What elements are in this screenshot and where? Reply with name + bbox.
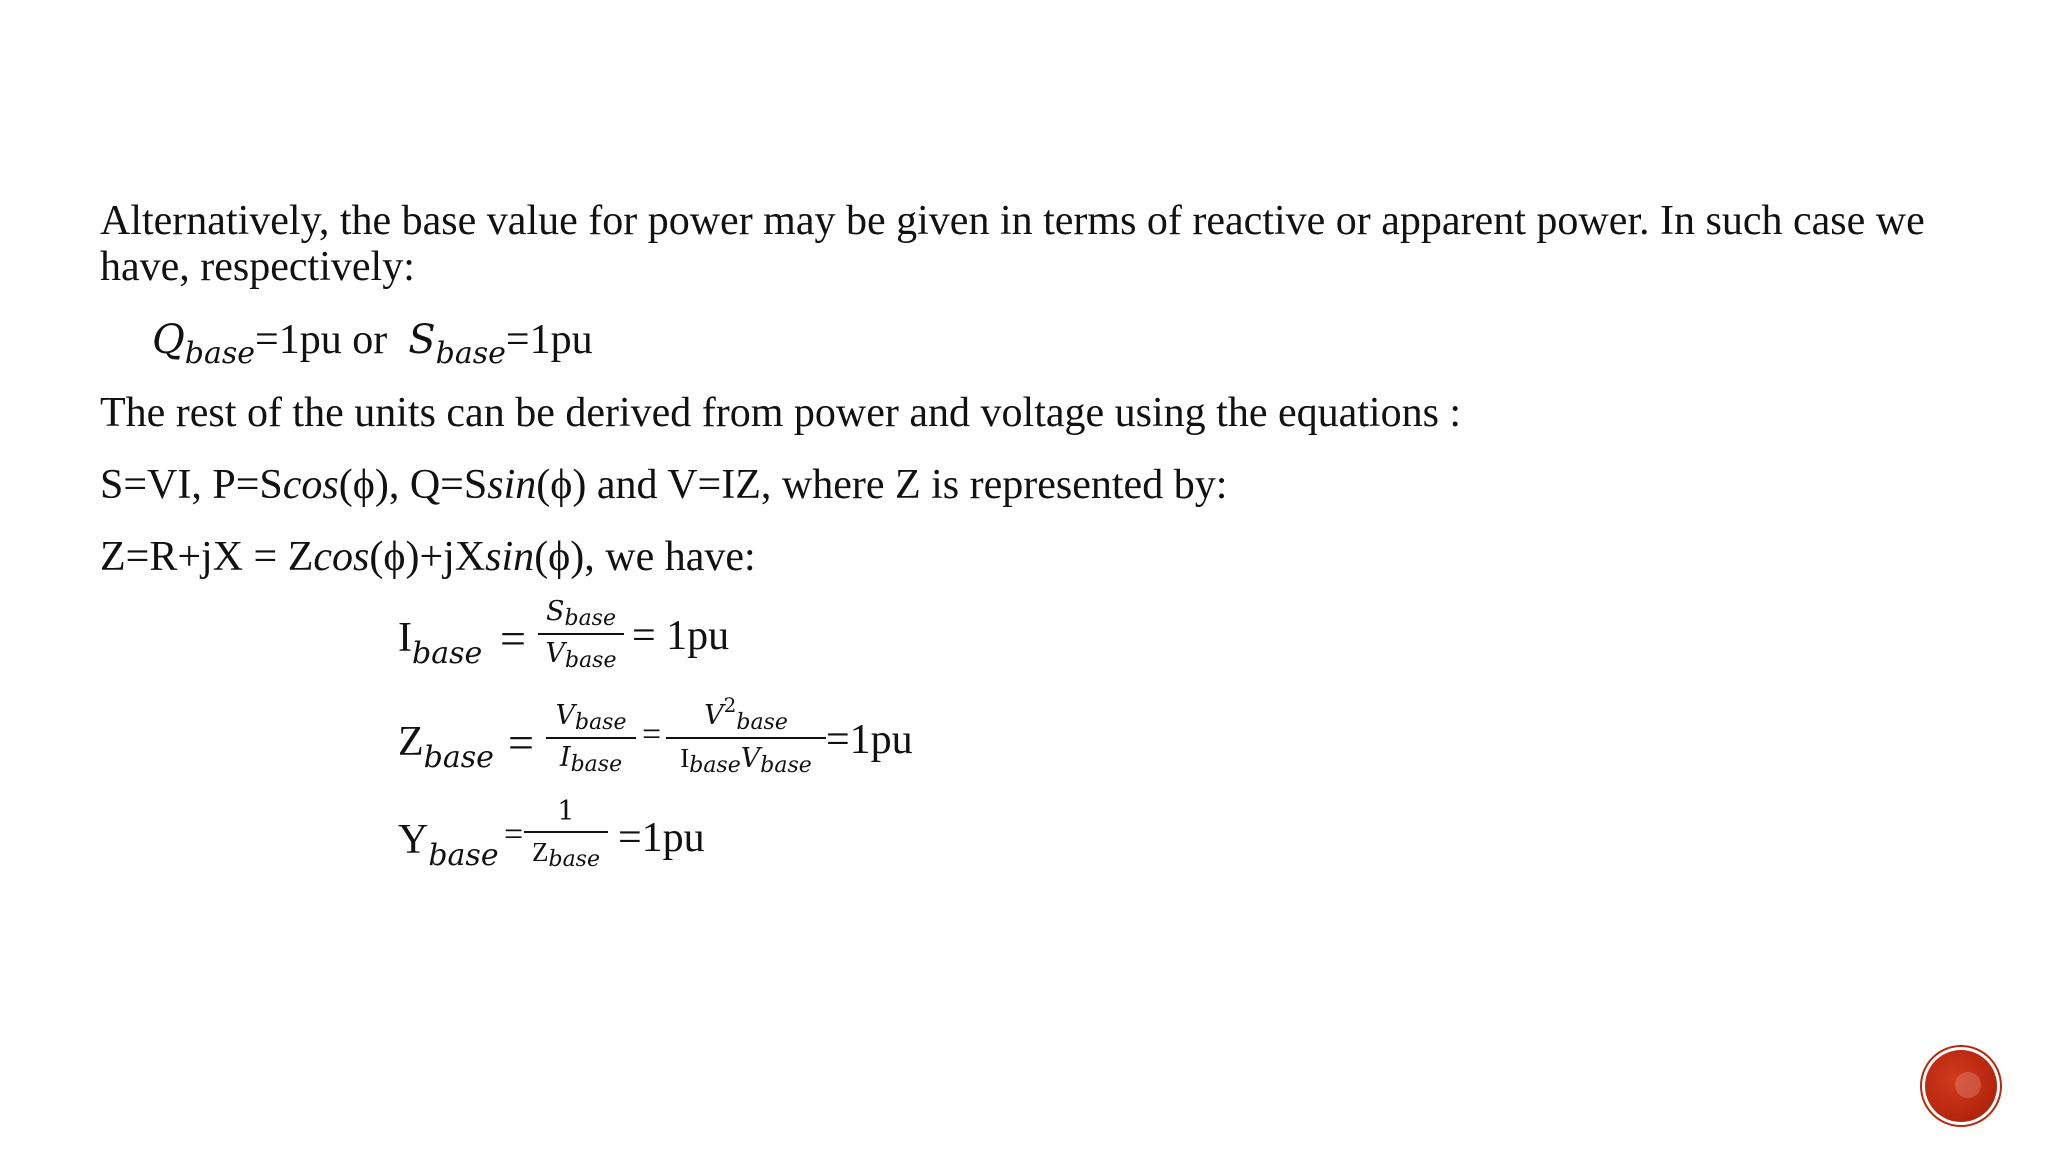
z-fraction-1 xyxy=(546,700,636,776)
svi-sin: sin xyxy=(487,462,537,508)
q-subscript: base xyxy=(184,336,256,371)
rest-paragraph: The rest of the units can be derived from power and voltage using the equations : xyxy=(100,390,1462,436)
i-numerator: Sbase xyxy=(545,596,616,631)
i-denominator: Vbase xyxy=(545,638,617,673)
z-numerator-1: Vbase xyxy=(555,700,627,735)
z-denominator-2: IbaseVbase xyxy=(680,743,812,778)
y-fraction xyxy=(524,796,608,871)
impedance-equation-line xyxy=(100,534,756,580)
z-equals-2: = xyxy=(642,716,662,753)
z-fraction-bar-2 xyxy=(666,737,826,739)
svi-part-b: (ϕ), Q=S xyxy=(338,462,488,508)
slide-logo-icon xyxy=(1925,1050,1997,1122)
i-fraction xyxy=(538,596,624,672)
svi-part-c: (ϕ) and V=IZ, where Z is represented by: xyxy=(536,462,1228,508)
y-fraction-bar xyxy=(524,831,608,833)
s-subscript: base xyxy=(435,336,506,371)
i-fraction-bar xyxy=(538,633,624,635)
z-numerator-2: $V^2base$ xyxy=(704,693,788,735)
i-equals: = xyxy=(500,613,526,664)
q-symbol: Q xyxy=(152,317,185,363)
z-equals: = xyxy=(508,717,534,768)
base-power-definition xyxy=(152,316,593,371)
y-rhs: =1pu xyxy=(618,815,705,861)
i-rhs: = 1pu xyxy=(632,613,730,659)
y-equals: = xyxy=(504,816,524,853)
svi-part-a: S=VI, P=S xyxy=(100,462,283,508)
i-lhs: $I_{base}$ xyxy=(398,615,483,671)
power-equations-line xyxy=(100,462,1227,508)
zeq-part-b: (ϕ)+jX xyxy=(369,534,486,580)
zeq-sin: sin xyxy=(485,534,535,580)
y-denominator: Zbase xyxy=(531,837,600,872)
z-fraction-2 xyxy=(666,693,826,778)
zeq-part-a: Z=R+jX = Z xyxy=(100,534,314,580)
z-denominator-1: Ibase xyxy=(559,742,623,777)
intro-paragraph: Alternatively, the base value for power may be given in terms of reactive or apparent power. In such case we have, respectively: xyxy=(100,198,1925,290)
svi-cos: cos xyxy=(282,462,339,508)
zeq-cos: cos xyxy=(313,534,370,580)
z-fraction-bar-1 xyxy=(546,737,636,739)
logo-highlight xyxy=(1955,1072,1981,1098)
zeq-part-c: (ϕ), we have: xyxy=(534,534,756,580)
y-numerator: 1 xyxy=(557,796,575,827)
q-value: =1pu or xyxy=(255,317,388,363)
s-value: =1pu xyxy=(505,317,593,363)
y-lhs: $Y_{base}$ xyxy=(398,817,499,873)
z-lhs: $Z_{base}$ xyxy=(398,719,494,775)
s-symbol: S xyxy=(408,317,436,363)
z-rhs: =1pu xyxy=(826,717,913,763)
